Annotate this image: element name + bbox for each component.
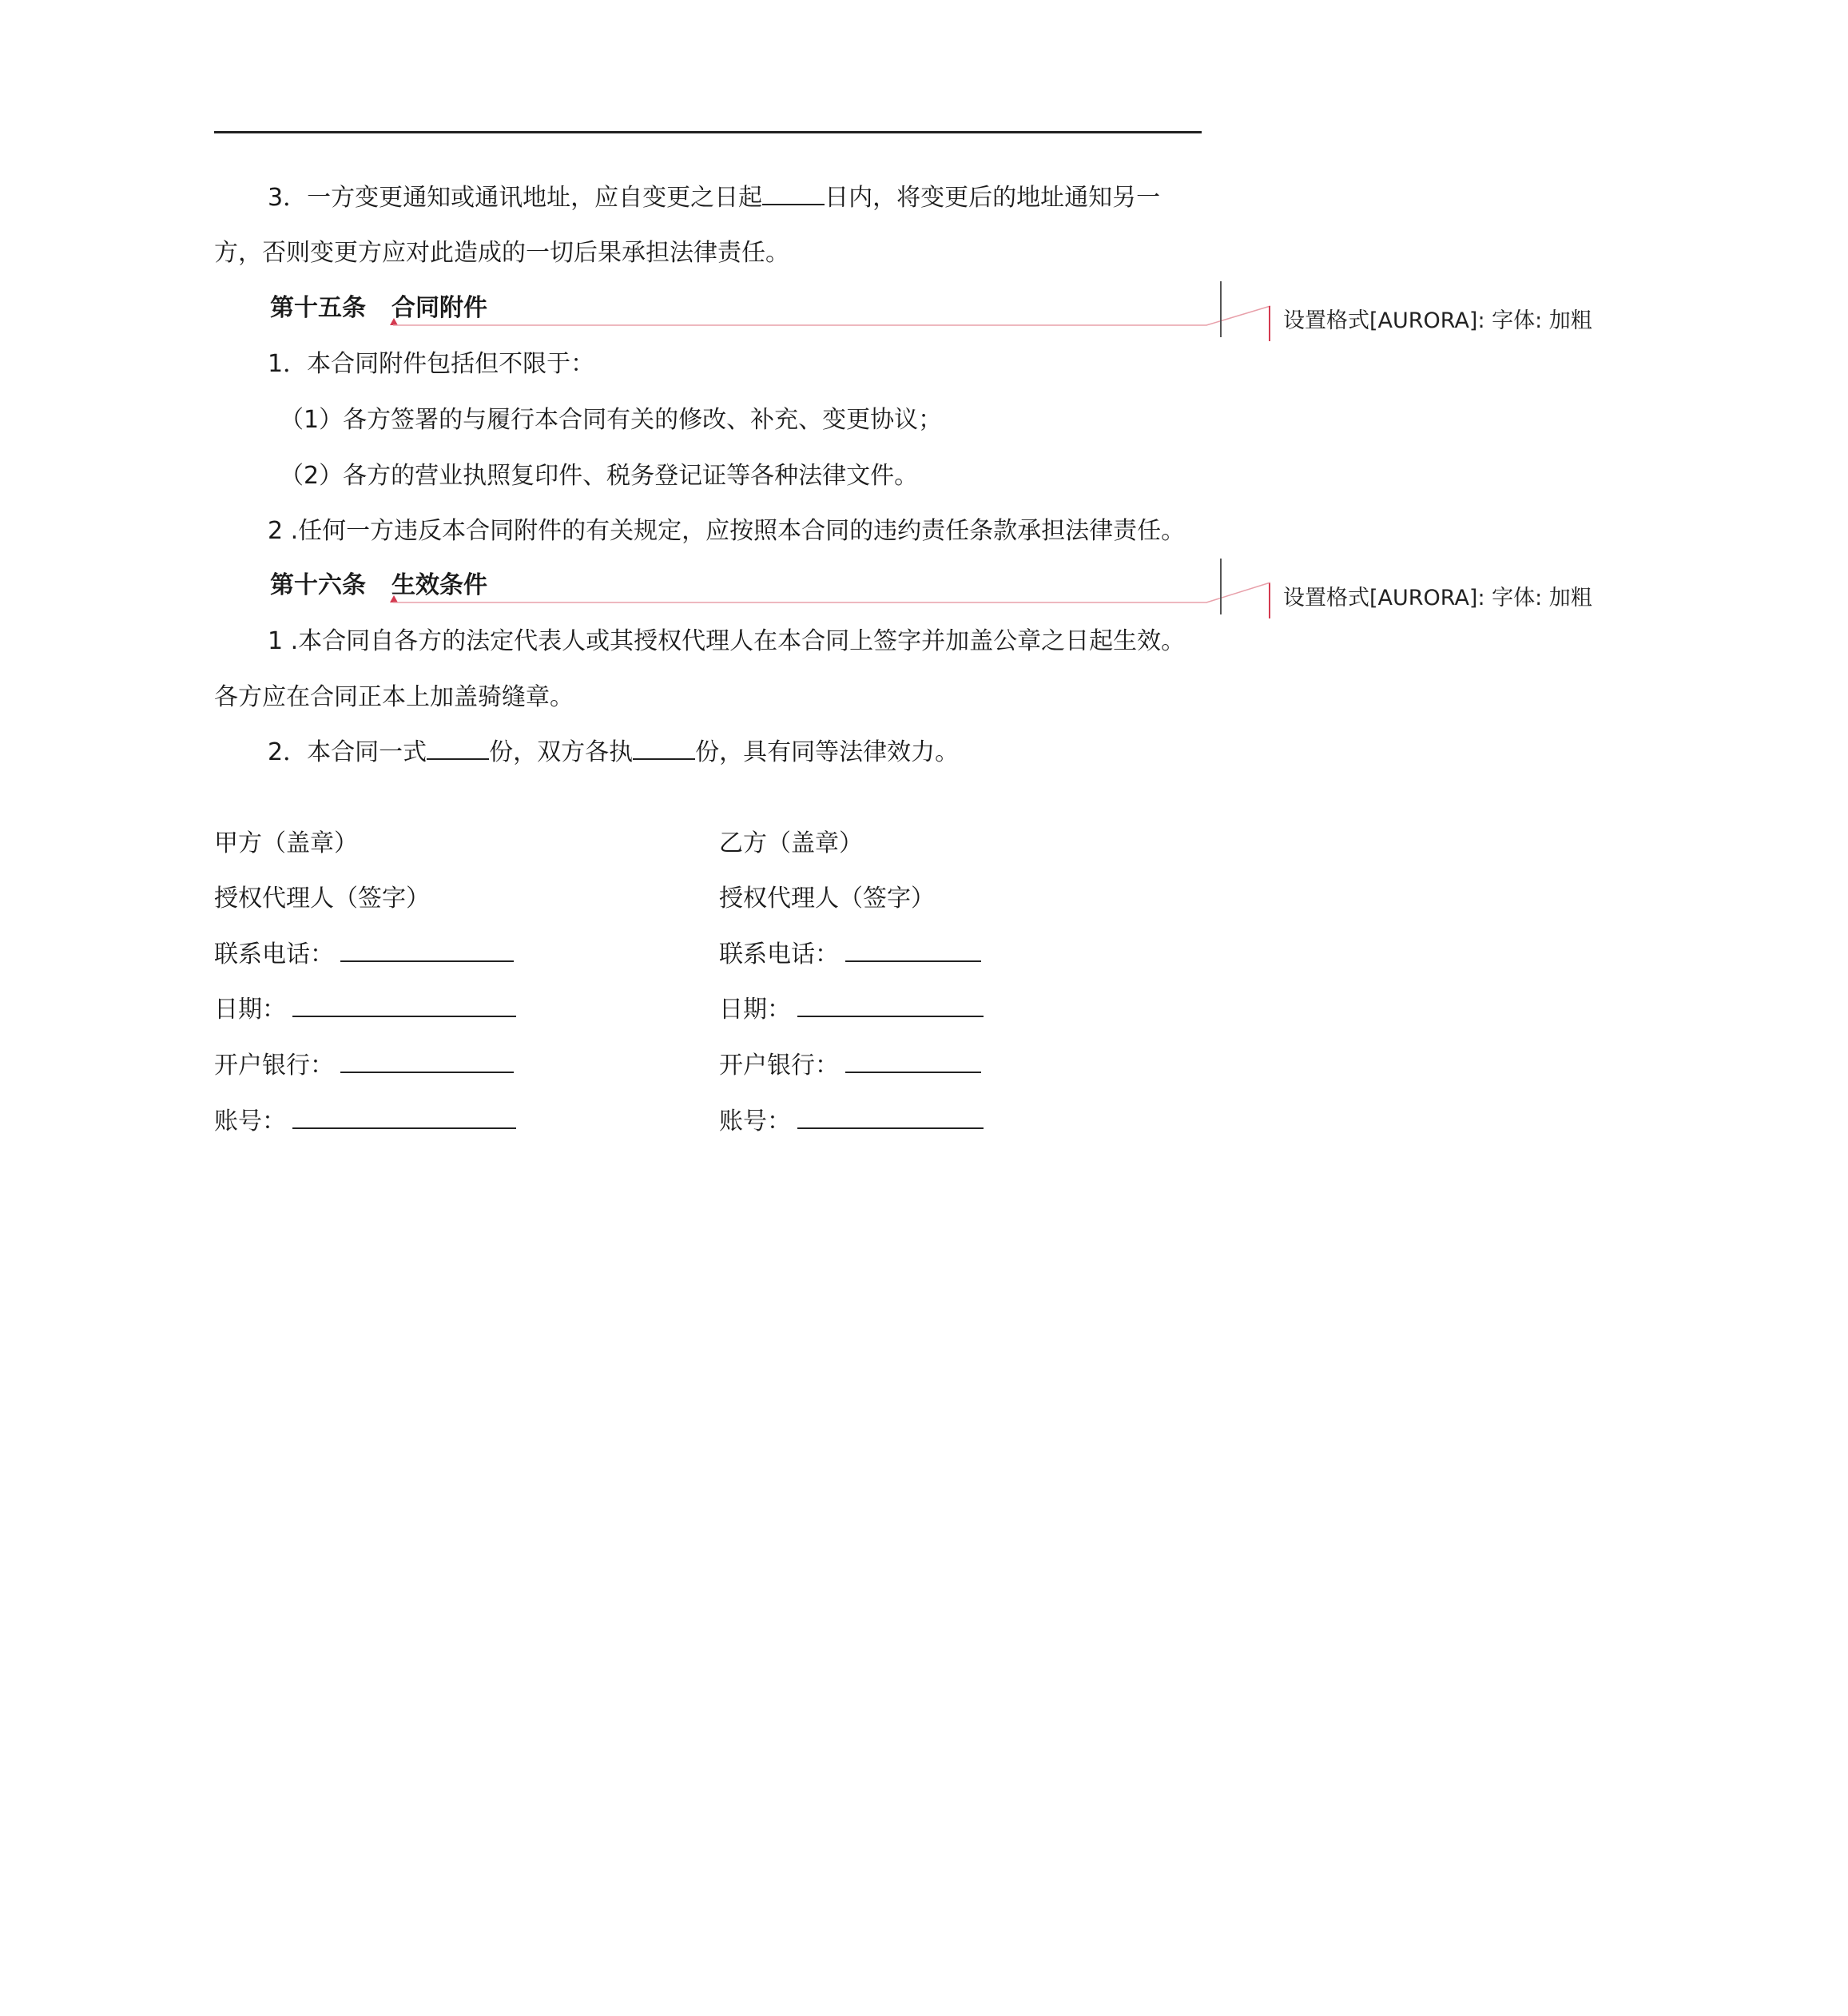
format-comment[interactable]: 设置格式[AURORA]: 字体: 加粗 — [1283, 308, 1592, 333]
clause15-number: 第十五条 — [270, 294, 366, 322]
format-comment[interactable]: 设置格式[AURORA]: 字体: 加粗 — [1283, 586, 1592, 610]
margin-divider — [1220, 281, 1222, 337]
comment-connector-2 — [393, 583, 1270, 602]
clause15-item2: 2 .任何一方违反本合同附件的有关规定，应按照本合同的违约责任条款承担法律责任。 — [268, 517, 1186, 545]
comment-bar — [1269, 583, 1270, 618]
party-b-bank-label: 开户银行： — [719, 1052, 839, 1080]
clause16-item1-continued: 各方应在合同正本上加盖骑缝章。 — [214, 683, 574, 711]
clause14-item3-continued: 方，否则变更方应对此造成的一切后果承担法律责任。 — [214, 239, 789, 267]
clause15-item1: 1．本合同附件包括但不限于： — [268, 350, 595, 378]
clause15-sub1: （1）各方签署的与履行本合同有关的修改、补充、变更协议； — [280, 406, 943, 434]
clause16-title: 生效条件 — [391, 571, 487, 599]
comment-connector-1 — [393, 306, 1270, 325]
clause16-item2-text-b: 份，双方各执 — [489, 738, 634, 766]
clause14-item3-text-b: 日内，将变更后的地址通知另一 — [825, 184, 1161, 212]
clause15-sub2: （2）各方的营业执照复印件、税务登记证等各种法律文件。 — [280, 462, 919, 490]
party-b-date-label: 日期： — [719, 996, 791, 1024]
clause16-item2-text-c: 份，具有同等法律效力。 — [695, 738, 960, 766]
party-b-account-label: 账号： — [719, 1107, 791, 1135]
comment-bar — [1269, 306, 1270, 341]
party-b-agent: 授权代理人（签字） — [719, 885, 935, 913]
party-a-phone-label: 联系电话： — [214, 940, 334, 968]
party-a-account-label: 账号： — [214, 1107, 286, 1135]
clause15-title: 合同附件 — [391, 294, 487, 322]
party-a-agent: 授权代理人（签字） — [214, 885, 430, 913]
clause16-item2-text-a: 2．本合同一式 — [268, 738, 427, 766]
party-a-date-label: 日期： — [214, 996, 286, 1024]
clause14-item3-text-a: 3．一方变更通知或通讯地址，应自变更之日起 — [268, 184, 763, 212]
party-a-bank-label: 开户银行： — [214, 1052, 334, 1080]
clause16-item1: 1 .本合同自各方的法定代表人或其授权代理人在本合同上签字并加盖公章之日起生效。 — [268, 627, 1186, 655]
party-a-seal: 甲方（盖章） — [214, 829, 358, 857]
party-b-phone-label: 联系电话： — [719, 940, 839, 968]
clause16-number: 第十六条 — [270, 571, 366, 599]
margin-divider — [1220, 559, 1222, 614]
party-b-seal: 乙方（盖章） — [719, 829, 863, 857]
